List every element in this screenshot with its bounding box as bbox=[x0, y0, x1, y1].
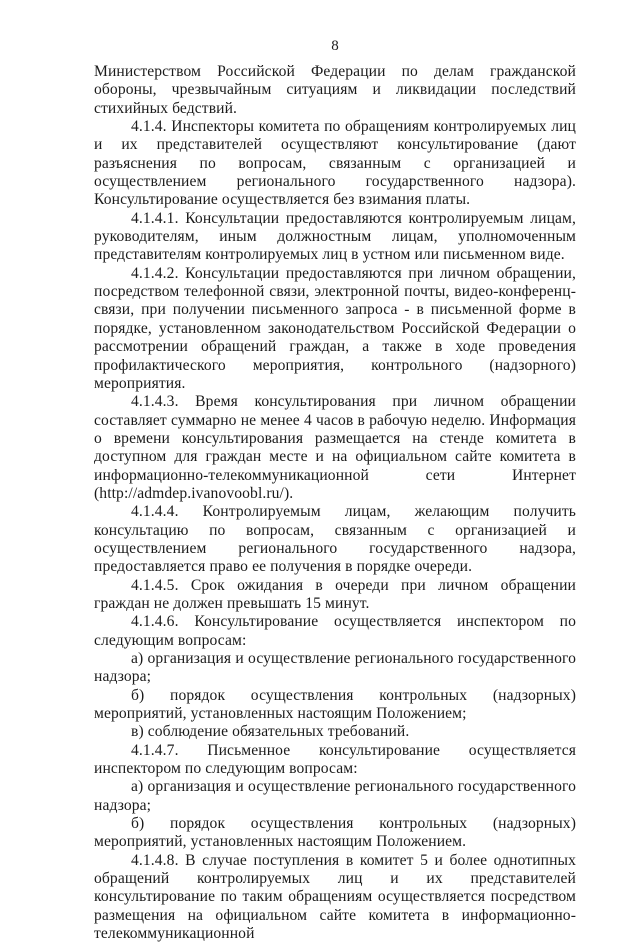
clause-4-1-4-3: 4.1.4.3. Время консультирования при личном обращении составляет суммарно не менее 4 часов в рабочую неделю. Информация о времени консультирования размещается на стенде комитета в доступном для граждан месте и на официальном сайте комитета в информационно-телекоммуникационной сети Интернет (http://admdep.ivanovoobl.ru/). bbox=[94, 393, 576, 502]
clause-4-1-4-2: 4.1.4.2. Консультации предоставляются при личном обращении, посредством телефонной связи, электронной почты, видео-конференц-связи, при получении письменного запроса - в письменной форме в порядке, установленном законодательством Российской Федерации о рассмотрении обращений граждан, а также в ходе проведения профилактического мероприятия, контрольного (надзорного) мероприятия. bbox=[94, 264, 576, 392]
written-consultation-topic-b: б) порядок осуществления контрольных (надзорных) мероприятий, установленных настоящим Положением. bbox=[94, 815, 576, 851]
consultation-topic-a: а) организация и осуществление регионального государственного надзора; bbox=[94, 650, 576, 686]
clause-4-1-4-4: 4.1.4.4. Контролируемым лицам, желающим получить консультацию по вопросам, связанным с организацией и осуществлением регионального государственного надзора, предоставляется право ее получения в порядке очереди. bbox=[94, 503, 576, 576]
document-body bbox=[94, 63, 576, 944]
page-number: 8 bbox=[331, 38, 339, 54]
clause-4-1-4-1: 4.1.4.1. Консультации предоставляются контролируемым лицам, руководителям, иным должностным лицам, уполномоченным представителям контролируемых лиц в устном или письменном виде. bbox=[94, 209, 576, 264]
continuation-paragraph: Министерством Российской Федерации по делам гражданской обороны, чрезвычайным ситуациям и ликвидации последствий стихийных бедствий. bbox=[94, 63, 576, 117]
written-consultation-topic-a: а) организация и осуществление регионального государственного надзора; bbox=[94, 778, 576, 814]
clause-4-1-4-6: 4.1.4.6. Консультирование осуществляется инспектором по следующим вопросам: bbox=[94, 613, 576, 649]
consultation-topic-c: в) соблюдение обязательных требований. bbox=[131, 723, 410, 741]
clause-4-1-4: 4.1.4. Инспекторы комитета по обращениям контролируемых лиц и их представителей осуществляют консультирование (дают разъяснения по вопросам, связанным с организацией и осуществлением регионального государственного надзора). Консультирование осуществляется без взимания платы. bbox=[94, 118, 576, 209]
consultation-topic-b: б) порядок осуществления контрольных (надзорных) мероприятий, установленных настоящим Положением; bbox=[94, 686, 576, 723]
clause-4-1-4-7: 4.1.4.7. Письменное консультирование осуществляется инспектором по следующим вопросам: bbox=[94, 741, 576, 778]
clause-4-1-4-5: 4.1.4.5. Срок ожидания в очереди при личном обращении граждан не должен превышать 15 минут. bbox=[94, 576, 576, 612]
clause-4-1-4-8: 4.1.4.8. В случае поступления в комитет 5 и более однотипных обращений контролируемых лиц и их представителей консультирование по таким обращениям осуществляется посредством размещения на официальном сайте комитета в информационно-телекоммуникационной bbox=[94, 851, 576, 943]
